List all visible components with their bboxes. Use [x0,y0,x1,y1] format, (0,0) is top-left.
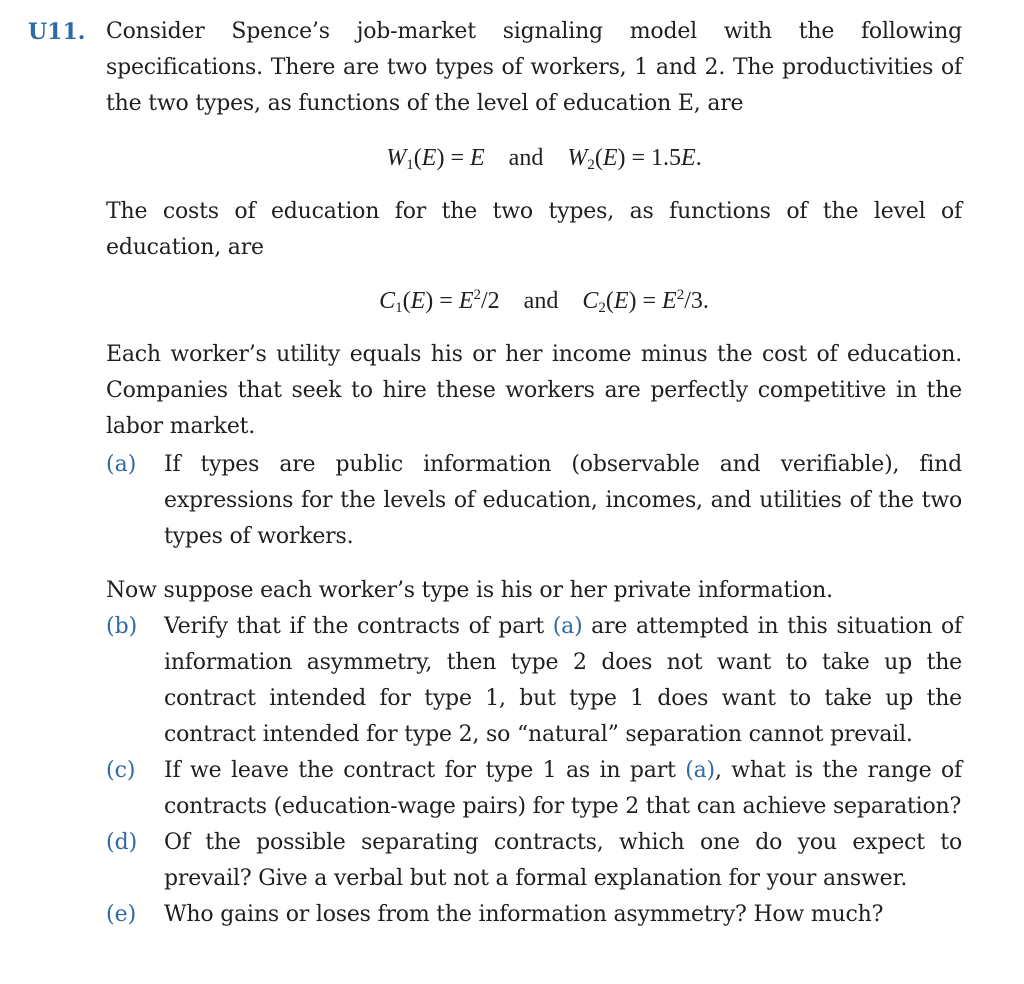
part-c [106,753,962,825]
part-c-text-pre: If we leave the contract for type 1 as in part [164,758,686,783]
productivity-connector: and [508,145,544,171]
part-b-tag: (b) [106,614,138,639]
part-d-text: Of the possible separating contracts, which one do you expect to prevail? Give a verbal but not a formal explanation for your answer. [164,830,962,891]
part-b-text-post: are attempted in this situation of information asymmetry, then type 2 does not want to take up the contract intended for type 1, but type 1 does want to take up the contract intended for type 2, so “natural” separation cannot prevail. [164,614,962,747]
cost-connector: and [523,288,559,314]
part-a-text: If types are public information (observable and verifiable), find expressions for the levels of education, incomes, and utilities of the two types of workers. [164,452,962,549]
part-e-tag: (e) [106,902,137,927]
part-b [106,609,962,753]
part-a-tag: (a) [106,452,137,477]
part-e-text: Who gains or loses from the information asymmetry? How much? [164,902,884,927]
utility-text: Each worker’s utility equals his or her income minus the cost of education. Companies that seek to hire these workers are perfectly competitive in the labor market. [106,342,962,439]
part-b-ref-link[interactable]: (a) [552,614,583,639]
problem-label: U11. [28,19,86,45]
cost-equation: $C_1(E) = E^2/2$ and $C_2(E) = E^2/3$. [106,283,962,319]
costs-intro: The costs of education for the two types, as functions of the level of education, are [106,199,962,260]
part-e [106,897,962,933]
part-d [106,825,962,897]
part-c-text-post: , what is the range of contracts (education-wage pairs) for type 2 that can achieve separation? [164,758,962,819]
problem-intro: Consider Spence’s job-market signaling model with the following specifications. There are two types of workers, 1 and 2. The productivities of the two types, as functions of the level of education E, are [106,19,962,116]
part-d-tag: (d) [106,830,138,855]
part-c-text [164,753,962,825]
problem-body [106,14,962,933]
part-a [106,447,962,555]
part-b-text [164,609,962,753]
productivity-equation: $W_1(E) = E$ and $W_2(E) = 1.5E$. [106,140,962,176]
part-c-ref-link[interactable]: (a) [685,758,715,783]
part-b-text-pre: Verify that if the contracts of part [164,614,553,639]
private-info-text: Now suppose each worker’s type is his or her private information. [106,578,833,603]
part-c-tag: (c) [106,758,136,783]
